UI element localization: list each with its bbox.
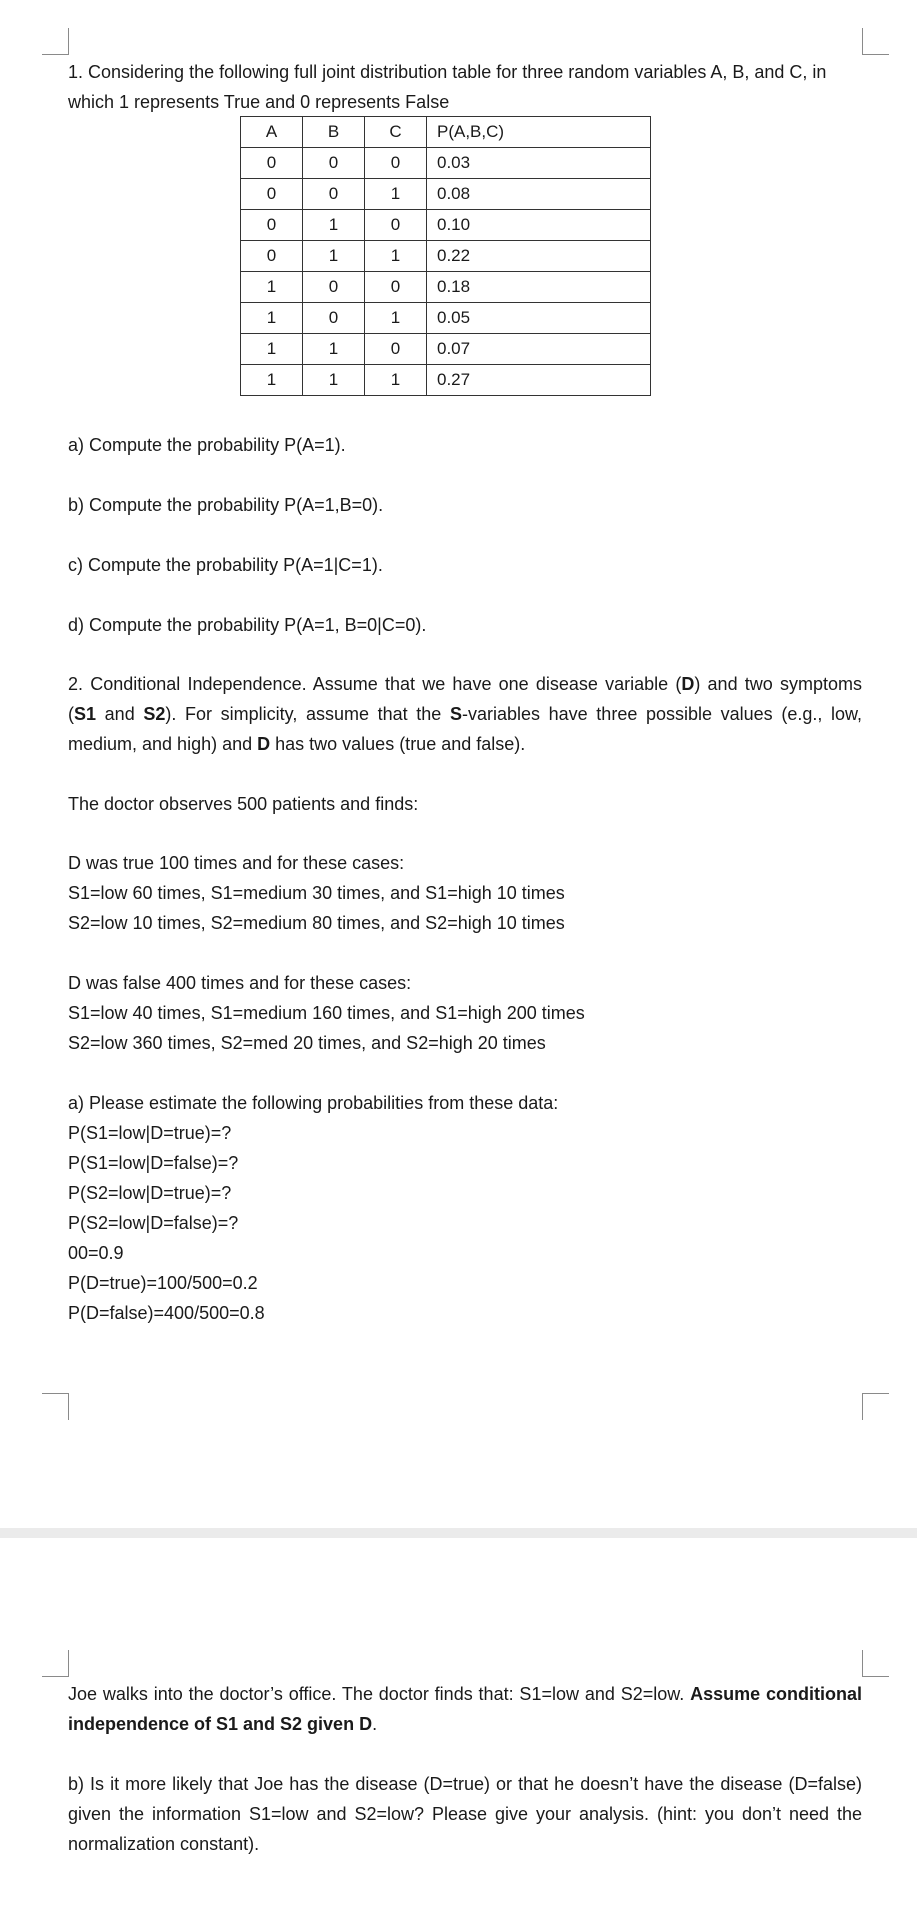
table-cell: 0 [365,148,427,179]
table-cell: 0 [303,148,365,179]
table-cell: 1 [241,365,303,396]
table-cell: 1 [303,334,365,365]
table-cell: 1 [241,334,303,365]
table-cell: 0.22 [427,241,651,272]
variable-d: D [681,674,695,694]
question-1c: c) Compute the probability P(A=1|C=1). [68,555,383,575]
table-cell: 1 [303,210,365,241]
variable-s: S [449,704,462,724]
table-cell: 1 [303,241,365,272]
false-cases-block [68,968,862,1058]
table-cell: 0.07 [427,334,651,365]
table-header-cell: A [241,117,303,148]
table-cell: 0 [303,303,365,334]
table-cell: 0 [365,210,427,241]
table-cell: 1 [365,179,427,210]
question-2a-line: P(S2=low|D=false)=? [68,1213,239,1233]
table-cell: 0 [365,272,427,303]
question-2a-line: 00=0.9 [68,1243,124,1263]
question-2a-line: P(D=true)=100/500=0.2 [68,1273,258,1293]
question-2a-block [68,1088,862,1328]
question-2a-line: P(D=false)=400/500=0.8 [68,1303,265,1323]
table-cell: 0 [303,179,365,210]
page-corner-mark [42,1650,69,1677]
joe-text: Joe walks into the doctor’s office. The doctor finds that: S1=low and S2=low. [68,1684,691,1704]
question-2b: b) Is it more likely that Joe has the disease (D=true) or that he doesn’t have the disease (D=false) given the information S1=low and S2=low? Please give your analysis. (hint: you don’t need the normalization constant). [68,1774,862,1854]
question-2a-line: P(S1=low|D=false)=? [68,1153,239,1173]
question-1d: d) Compute the probability P(A=1, B=0|C=0). [68,615,427,635]
variable-s2: S2 [143,704,166,724]
joint-distribution-table [240,116,651,396]
question-2a-line: P(S2=low|D=true)=? [68,1183,232,1203]
page-corner-mark [42,28,69,55]
false-cases-line: S1=low 40 times, S1=medium 160 times, and S1=high 200 times [68,1003,585,1023]
table-cell: 0 [303,272,365,303]
table-row [241,148,651,179]
page-separator [0,1528,917,1538]
table-cell: 0.18 [427,272,651,303]
table-cell: 1 [365,241,427,272]
table-row [241,241,651,272]
page-corner-mark [42,1393,69,1420]
table-cell: 0 [241,241,303,272]
page-corner-mark [862,1393,889,1420]
table-header-row [241,117,651,148]
table-header-cell: B [303,117,365,148]
table-cell: 0 [365,334,427,365]
question-2a-line: P(S1=low|D=true)=? [68,1123,232,1143]
false-cases-line: D was false 400 times and for these cases: [68,973,412,993]
intro-text: ) and two symptoms ( [68,674,862,724]
table-row [241,210,651,241]
question-1a: a) Compute the probability P(A=1). [68,435,346,455]
variable-s1: S1 [74,704,97,724]
table-cell: 0 [241,210,303,241]
independence-assumption: Assume conditional independence of S1 and S2 given D [68,1684,862,1734]
table-cell: 1 [241,272,303,303]
table-cell: 0 [241,179,303,210]
table-cell: 0.03 [427,148,651,179]
table-cell: 1 [365,365,427,396]
false-cases-line: S2=low 360 times, S2=med 20 times, and S2=high 20 times [68,1033,546,1053]
question-1b: b) Compute the probability P(A=1,B=0). [68,495,384,515]
page-corner-mark [862,1650,889,1677]
joe-text-end: . [372,1714,378,1734]
table-row [241,179,651,210]
page-corner-mark [862,28,889,55]
table-cell: 0.08 [427,179,651,210]
intro-text: has two values (true and false). [270,734,526,754]
table-cell: 0.27 [427,365,651,396]
question-2a-line: a) Please estimate the following probabilities from these data: [68,1093,559,1113]
table-cell: 0.10 [427,210,651,241]
table-row [241,303,651,334]
table-cell: 0.05 [427,303,651,334]
table-cell: 1 [365,303,427,334]
table-row [241,272,651,303]
table-cell: 1 [241,303,303,334]
true-cases-line: S1=low 60 times, S1=medium 30 times, and S1=high 10 times [68,883,565,903]
true-cases-line: S2=low 10 times, S2=medium 80 times, and S2=high 10 times [68,913,565,933]
joe-scenario [68,1679,862,1739]
intro-text: -variables have three possible values (e.g., low, medium, and high) and [68,704,862,754]
table-row [241,365,651,396]
table-cell: 1 [303,365,365,396]
true-cases-block [68,848,862,938]
table-cell: 0 [241,148,303,179]
question-2-intro [68,669,862,759]
question-1-intro: 1. Considering the following full joint distribution table for three random variables A, B, and C, in which 1 represents True and 0 represents False [68,62,827,112]
observation-intro: The doctor observes 500 patients and finds: [68,794,419,814]
intro-text: 2. Conditional Independence. Assume that we have one disease variable ( [68,674,682,694]
table-header-cell: C [365,117,427,148]
true-cases-line: D was true 100 times and for these cases: [68,853,405,873]
table-row [241,334,651,365]
document-page-2 [0,1538,917,1920]
intro-text: and [96,704,144,724]
variable-d: D [257,734,271,754]
table-header-cell: P(A,B,C) [427,117,651,148]
intro-text: ). For simplicity, assume that the [165,704,450,724]
